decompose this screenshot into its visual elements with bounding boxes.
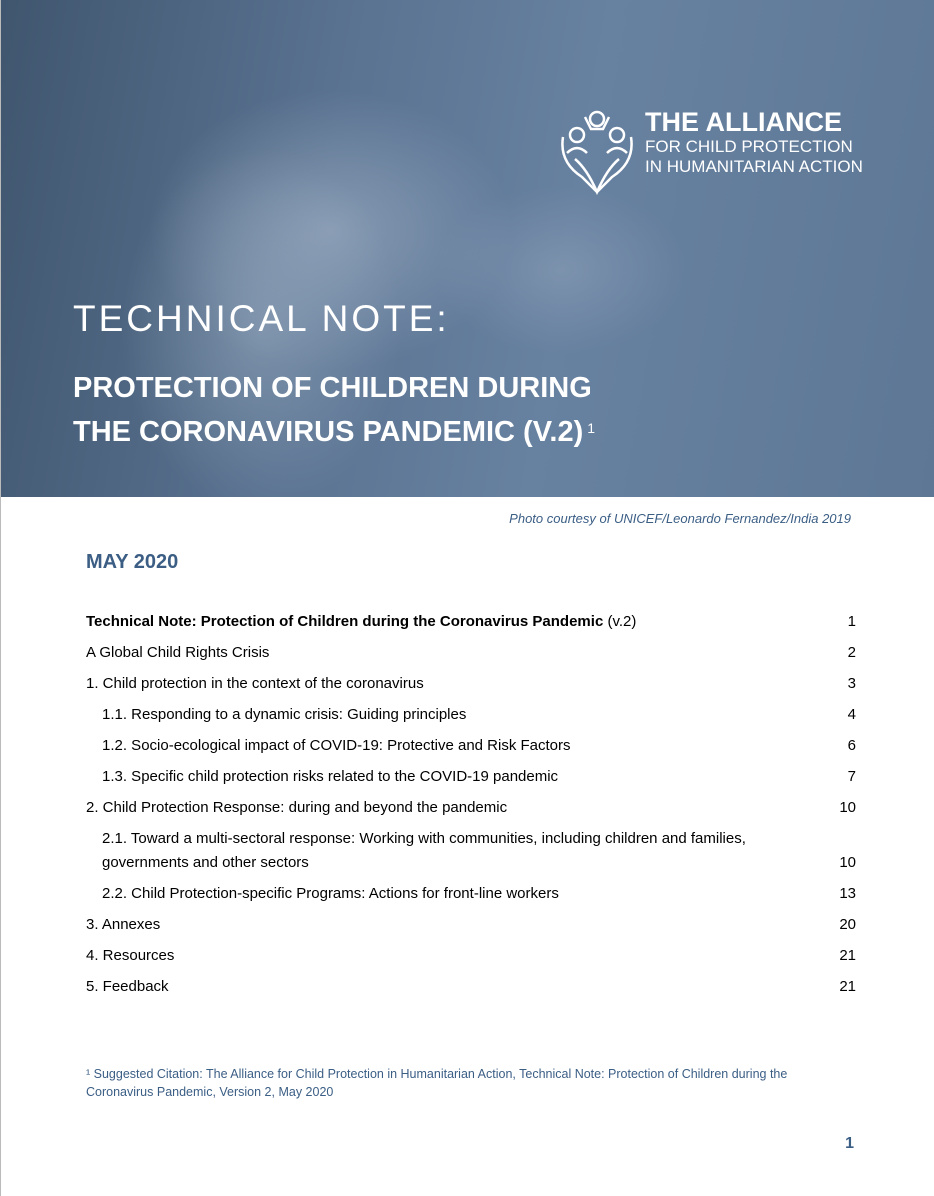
- photo-credit: Photo courtesy of UNICEF/Leonardo Fernandez/India 2019: [509, 511, 851, 526]
- page-number: 1: [845, 1135, 854, 1152]
- toc-entry[interactable]: [86, 906, 856, 937]
- toc-page: 21: [839, 947, 856, 964]
- title-line: PROTECTION OF CHILDREN DURING: [73, 372, 592, 404]
- toc-page: 13: [839, 885, 856, 902]
- toc-page: 7: [847, 768, 856, 785]
- toc-title: 2.2. Child Protection-specific Programs: Actions for front-line workers: [102, 885, 559, 902]
- toc-title: A Global Child Rights Crisis: [86, 644, 270, 661]
- toc-title: 1.3. Specific child protection risks related to the COVID-19 pandemic: [102, 768, 559, 785]
- toc-title: 5. Feedback: [86, 978, 169, 995]
- title-text: THE CORONAVIRUS PANDEMIC (V.2): [73, 416, 584, 448]
- footnote-ref[interactable]: 1: [587, 420, 596, 436]
- toc-page: 21: [839, 978, 856, 995]
- toc-entry[interactable]: [86, 937, 856, 968]
- toc-title: 2.1. Toward a multi-sectoral response: Working with communities, including children and families, governments and other sectors: [102, 830, 746, 871]
- footnote: ¹ Suggested Citation: The Alliance for Child Protection in Humanitarian Action, Technical Note: Protection of Children during the Coronavirus Pandemic, Version 2, May 2020: [86, 1067, 788, 1099]
- toc-page: 4: [847, 706, 856, 723]
- toc-page: 10: [839, 799, 856, 816]
- toc-entry[interactable]: [86, 758, 856, 789]
- toc-page: 3: [847, 675, 856, 692]
- toc-title: 1.2. Socio-ecological impact of COVID-19: Protective and Risk Factors: [102, 737, 571, 754]
- toc-entry[interactable]: [86, 968, 856, 999]
- title-line: [73, 410, 595, 454]
- logo-subtitle: IN HUMANITARIAN ACTION: [645, 157, 863, 176]
- toc-title: 1. Child protection in the context of the coronavirus: [86, 675, 424, 692]
- cover-photo: [1, 0, 934, 497]
- toc-title: 2. Child Protection Response: during and beyond the pandemic: [86, 799, 508, 816]
- document-kicker: TECHNICAL NOTE:: [73, 298, 450, 339]
- toc-entry[interactable]: [86, 634, 856, 665]
- toc-entry[interactable]: [86, 727, 856, 758]
- document-title: [73, 366, 595, 454]
- toc-entry[interactable]: [86, 820, 856, 875]
- toc-entry[interactable]: [86, 789, 856, 820]
- toc-title: 1.1. Responding to a dynamic crisis: Guiding principles: [102, 706, 467, 723]
- logo-subtitle: FOR CHILD PROTECTION: [645, 137, 853, 156]
- logo-title: THE ALLIANCE: [645, 107, 842, 137]
- toc-entry[interactable]: [86, 665, 856, 696]
- toc-page: 10: [839, 854, 856, 871]
- alliance-logo: [557, 107, 863, 195]
- table-of-contents: [86, 603, 856, 999]
- toc-entry[interactable]: [86, 696, 856, 727]
- toc-page: 20: [839, 916, 856, 933]
- toc-page: 1: [847, 613, 856, 630]
- toc-suffix: (v.2): [603, 613, 637, 630]
- publication-date: MAY 2020: [86, 551, 179, 573]
- toc-title: Technical Note: Protection of Children during the Coronavirus Pandemic: [86, 613, 604, 630]
- toc-page: 2: [847, 644, 856, 661]
- toc-entry[interactable]: [86, 875, 856, 906]
- toc-entry[interactable]: [86, 603, 856, 634]
- toc-title: 4. Resources: [86, 947, 175, 964]
- hands-children-icon: [557, 107, 637, 195]
- toc-page: 6: [847, 737, 856, 754]
- toc-title: 3. Annexes: [86, 916, 161, 933]
